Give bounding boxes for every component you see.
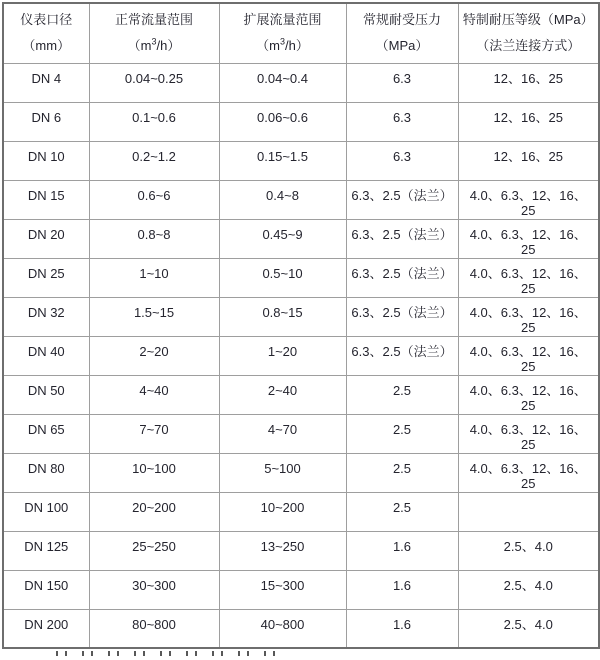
cell-special-pressure: 4.0、6.3、12、16、25 (458, 453, 599, 492)
header-row (3, 3, 599, 63)
cell-normal-flow: 0.8~8 (89, 219, 219, 258)
cell-special-pressure: 12、16、25 (458, 63, 599, 102)
table-row (3, 453, 599, 492)
cell-normal-flow: 20~200 (89, 492, 219, 531)
table-row (3, 570, 599, 609)
cell-extended-flow: 13~250 (219, 531, 346, 570)
header-normal-flow-range (89, 3, 219, 63)
cell-standard-pressure: 6.3、2.5（法兰） (346, 219, 458, 258)
cell-special-pressure: 2.5、4.0 (458, 609, 599, 648)
cell-standard-pressure: 6.3、2.5（法兰） (346, 297, 458, 336)
header-extended-flow-range (219, 3, 346, 63)
table-row (3, 492, 599, 531)
cell-extended-flow: 0.04~0.4 (219, 63, 346, 102)
header-special-pressure (458, 3, 599, 63)
cell-standard-pressure: 6.3、2.5（法兰） (346, 180, 458, 219)
header-normal-flow-sup: 3 (151, 36, 157, 47)
cell-normal-flow: 10~100 (89, 453, 219, 492)
cell-special-pressure: 2.5、4.0 (458, 531, 599, 570)
cell-normal-flow: 25~250 (89, 531, 219, 570)
cell-extended-flow: 0.06~0.6 (219, 102, 346, 141)
cell-normal-flow: 80~800 (89, 609, 219, 648)
header-standard-pressure (346, 3, 458, 63)
table-row (3, 414, 599, 453)
header-meter-diameter-label: 仪表口径（mm） (20, 12, 73, 54)
table-row (3, 180, 599, 219)
cell-diameter: DN 80 (3, 453, 89, 492)
cell-special-pressure: 12、16、25 (458, 102, 599, 141)
header-normal-flow-post: /h） (156, 38, 181, 54)
cell-special-pressure: 4.0、6.3、12、16、25 (458, 414, 599, 453)
cell-special-pressure: 4.0、6.3、12、16、25 (458, 336, 599, 375)
cell-extended-flow: 0.15~1.5 (219, 141, 346, 180)
cell-diameter: DN 25 (3, 258, 89, 297)
header-standard-pressure-label: 常规耐受压力（MPa） (362, 12, 441, 54)
cell-special-pressure (458, 492, 599, 531)
cell-diameter: DN 15 (3, 180, 89, 219)
table-row (3, 375, 599, 414)
cell-diameter: DN 32 (3, 297, 89, 336)
cell-standard-pressure: 6.3 (346, 102, 458, 141)
cell-diameter: DN 40 (3, 336, 89, 375)
cell-extended-flow: 0.8~15 (219, 297, 346, 336)
cell-normal-flow: 4~40 (89, 375, 219, 414)
cell-normal-flow: 0.1~0.6 (89, 102, 219, 141)
cell-special-pressure: 4.0、6.3、12、16、25 (458, 219, 599, 258)
table-row (3, 141, 599, 180)
header-normal-flow-pre: 正常流量范围（m (114, 12, 193, 54)
table-row (3, 258, 599, 297)
flow-meter-spec-table (2, 2, 600, 649)
cell-standard-pressure: 6.3、2.5（法兰） (346, 336, 458, 375)
cell-diameter: DN 6 (3, 102, 89, 141)
cell-special-pressure: 4.0、6.3、12、16、25 (458, 375, 599, 414)
table-row (3, 531, 599, 570)
cell-diameter: DN 200 (3, 609, 89, 648)
cell-standard-pressure: 2.5 (346, 375, 458, 414)
cell-diameter: DN 65 (3, 414, 89, 453)
header-meter-diameter (3, 3, 89, 63)
cell-normal-flow: 0.04~0.25 (89, 63, 219, 102)
cell-standard-pressure: 2.5 (346, 414, 458, 453)
cutoff-text-fragment (56, 651, 288, 656)
cell-diameter: DN 150 (3, 570, 89, 609)
cell-diameter: DN 20 (3, 219, 89, 258)
cell-diameter: DN 4 (3, 63, 89, 102)
cell-normal-flow: 0.6~6 (89, 180, 219, 219)
cell-normal-flow: 0.2~1.2 (89, 141, 219, 180)
cell-standard-pressure: 1.6 (346, 609, 458, 648)
cell-standard-pressure: 6.3 (346, 141, 458, 180)
cell-extended-flow: 10~200 (219, 492, 346, 531)
cell-extended-flow: 15~300 (219, 570, 346, 609)
cell-standard-pressure: 6.3、2.5（法兰） (346, 258, 458, 297)
cell-extended-flow: 1~20 (219, 336, 346, 375)
header-special-pressure-label: 特制耐压等级（MPa）（法兰连接方式） (462, 12, 594, 54)
cell-special-pressure: 12、16、25 (458, 141, 599, 180)
header-extended-flow-pre: 扩展流量范围（m (243, 12, 322, 54)
cell-extended-flow: 2~40 (219, 375, 346, 414)
cell-diameter: DN 50 (3, 375, 89, 414)
table-row (3, 63, 599, 102)
cell-extended-flow: 40~800 (219, 609, 346, 648)
cell-extended-flow: 4~70 (219, 414, 346, 453)
cell-normal-flow: 7~70 (89, 414, 219, 453)
cell-extended-flow: 0.4~8 (219, 180, 346, 219)
table-row (3, 609, 599, 648)
cell-diameter: DN 10 (3, 141, 89, 180)
cell-standard-pressure: 6.3 (346, 63, 458, 102)
cell-special-pressure: 4.0、6.3、12、16、25 (458, 297, 599, 336)
header-extended-flow-sup: 3 (279, 36, 285, 47)
cell-normal-flow: 1.5~15 (89, 297, 219, 336)
cell-special-pressure: 4.0、6.3、12、16、25 (458, 180, 599, 219)
cell-standard-pressure: 1.6 (346, 570, 458, 609)
cell-extended-flow: 5~100 (219, 453, 346, 492)
cell-standard-pressure: 2.5 (346, 453, 458, 492)
cell-diameter: DN 125 (3, 531, 89, 570)
cell-standard-pressure: 1.6 (346, 531, 458, 570)
table-row (3, 336, 599, 375)
cell-extended-flow: 0.5~10 (219, 258, 346, 297)
cell-special-pressure: 2.5、4.0 (458, 570, 599, 609)
cell-normal-flow: 2~20 (89, 336, 219, 375)
header-extended-flow-post: /h） (285, 38, 309, 54)
table-header (3, 3, 599, 63)
cell-extended-flow: 0.45~9 (219, 219, 346, 258)
table-row (3, 297, 599, 336)
cell-diameter: DN 100 (3, 492, 89, 531)
table-row (3, 102, 599, 141)
table-row (3, 219, 599, 258)
cell-special-pressure: 4.0、6.3、12、16、25 (458, 258, 599, 297)
cell-normal-flow: 1~10 (89, 258, 219, 297)
cell-normal-flow: 30~300 (89, 570, 219, 609)
table-body (3, 63, 599, 648)
cell-standard-pressure: 2.5 (346, 492, 458, 531)
